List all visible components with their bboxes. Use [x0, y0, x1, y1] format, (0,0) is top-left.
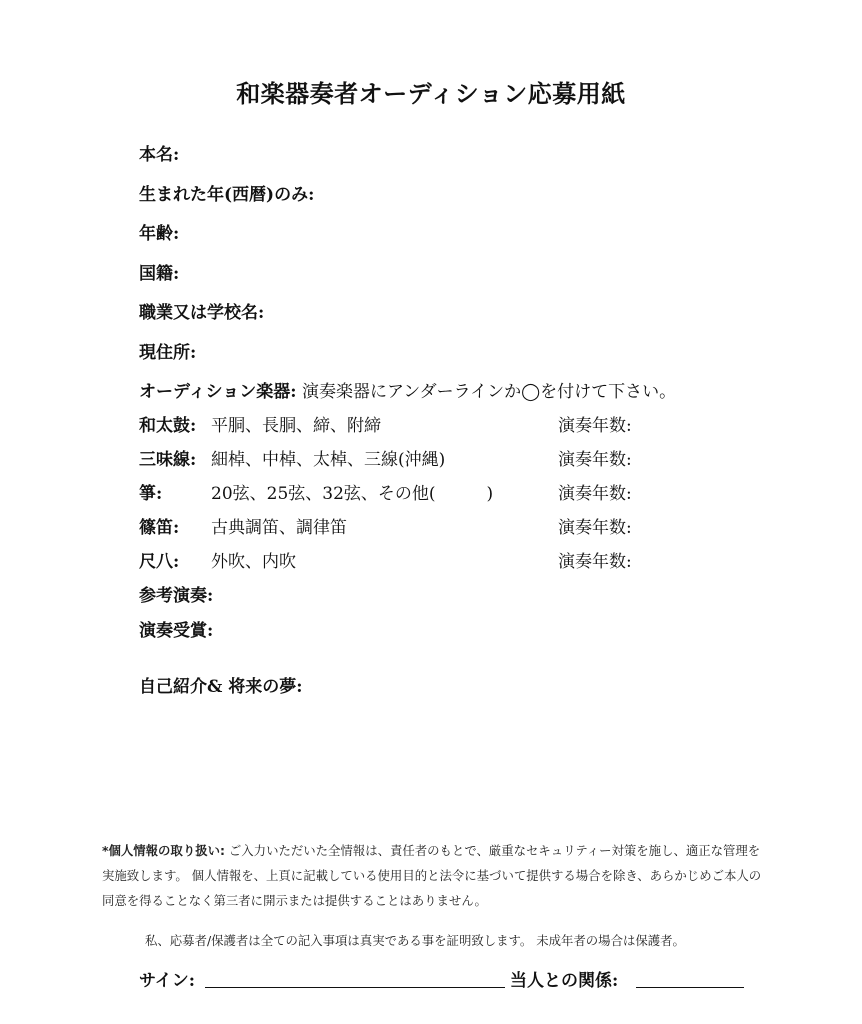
- instrument-section-label: オーディション楽器:: [139, 382, 297, 402]
- instrument-years-shamisen: 演奏年数:: [558, 450, 632, 470]
- instrument-options-taiko: 平胴、長胴、締、附締: [211, 416, 381, 436]
- instrument-years-taiko: 演奏年数:: [558, 416, 632, 436]
- instrument-name-shakuhachi: 尺八:: [139, 552, 180, 572]
- signature-label: サイン:: [139, 971, 196, 991]
- instrument-years-shakuhachi: 演奏年数:: [558, 552, 632, 572]
- declaration-text: 私、応募者/保護者は全ての記入事項は真実である事を証明致します。 未成年者の場合は保護者。: [145, 933, 685, 948]
- field-address-label: 現住所:: [139, 343, 197, 363]
- self-intro-label: 自己紹介& 将来の夢:: [139, 677, 303, 697]
- instrument-name-shinobue: 篠笛:: [139, 518, 180, 538]
- field-nationality-label: 国籍:: [139, 264, 180, 284]
- form-title: 和楽器奏者オーディション応募用紙: [236, 79, 626, 108]
- privacy-text: ご入力いただいた全情報は、責任者のもとで、厳重なセキュリティー対策を施し、適正な管理を実施致します。 個人情報を、上頁に記載している使用目的と法令に基づいて提供する場合を除き、あらかじめご本人の同意を得ることなく第三者に開示または提供することはありません。: [102, 843, 762, 908]
- instrument-options-koto: 20弦、25弦、32弦、その他( ): [211, 484, 494, 504]
- instrument-name-taiko: 和太鼓:: [139, 416, 197, 436]
- relation-line: [636, 987, 744, 988]
- field-birth-year-label: 生まれた年(西暦)のみ:: [139, 185, 315, 205]
- signature-line: [205, 987, 505, 988]
- instrument-name-koto: 箏:: [139, 484, 163, 504]
- instrument-instruction: 演奏楽器にアンダーラインか◯を付けて下さい。: [296, 382, 677, 402]
- instrument-name-shamisen: 三味線:: [139, 450, 197, 470]
- instrument-options-shinobue: 古典調笛、調律笛: [211, 518, 347, 538]
- instrument-options-shakuhachi: 外吹、内吹: [211, 552, 296, 572]
- instrument-options-shamisen: 細棹、中棹、太棹、三線(沖縄): [211, 450, 446, 470]
- field-occupation-label: 職業又は学校名:: [139, 303, 265, 323]
- relation-label: 当人との関係:: [510, 971, 619, 991]
- field-age-label: 年齢:: [139, 224, 180, 244]
- privacy-notice: [102, 838, 762, 913]
- awards-label: 演奏受賞:: [139, 621, 214, 641]
- privacy-label: *個人情報の取り扱い:: [102, 843, 225, 858]
- reference-performance-label: 参考演奏:: [139, 586, 214, 606]
- instrument-years-koto: 演奏年数:: [558, 484, 632, 504]
- instrument-years-shinobue: 演奏年数:: [558, 518, 632, 538]
- instrument-instruction-row: [139, 377, 676, 402]
- field-name-label: 本名:: [139, 145, 180, 165]
